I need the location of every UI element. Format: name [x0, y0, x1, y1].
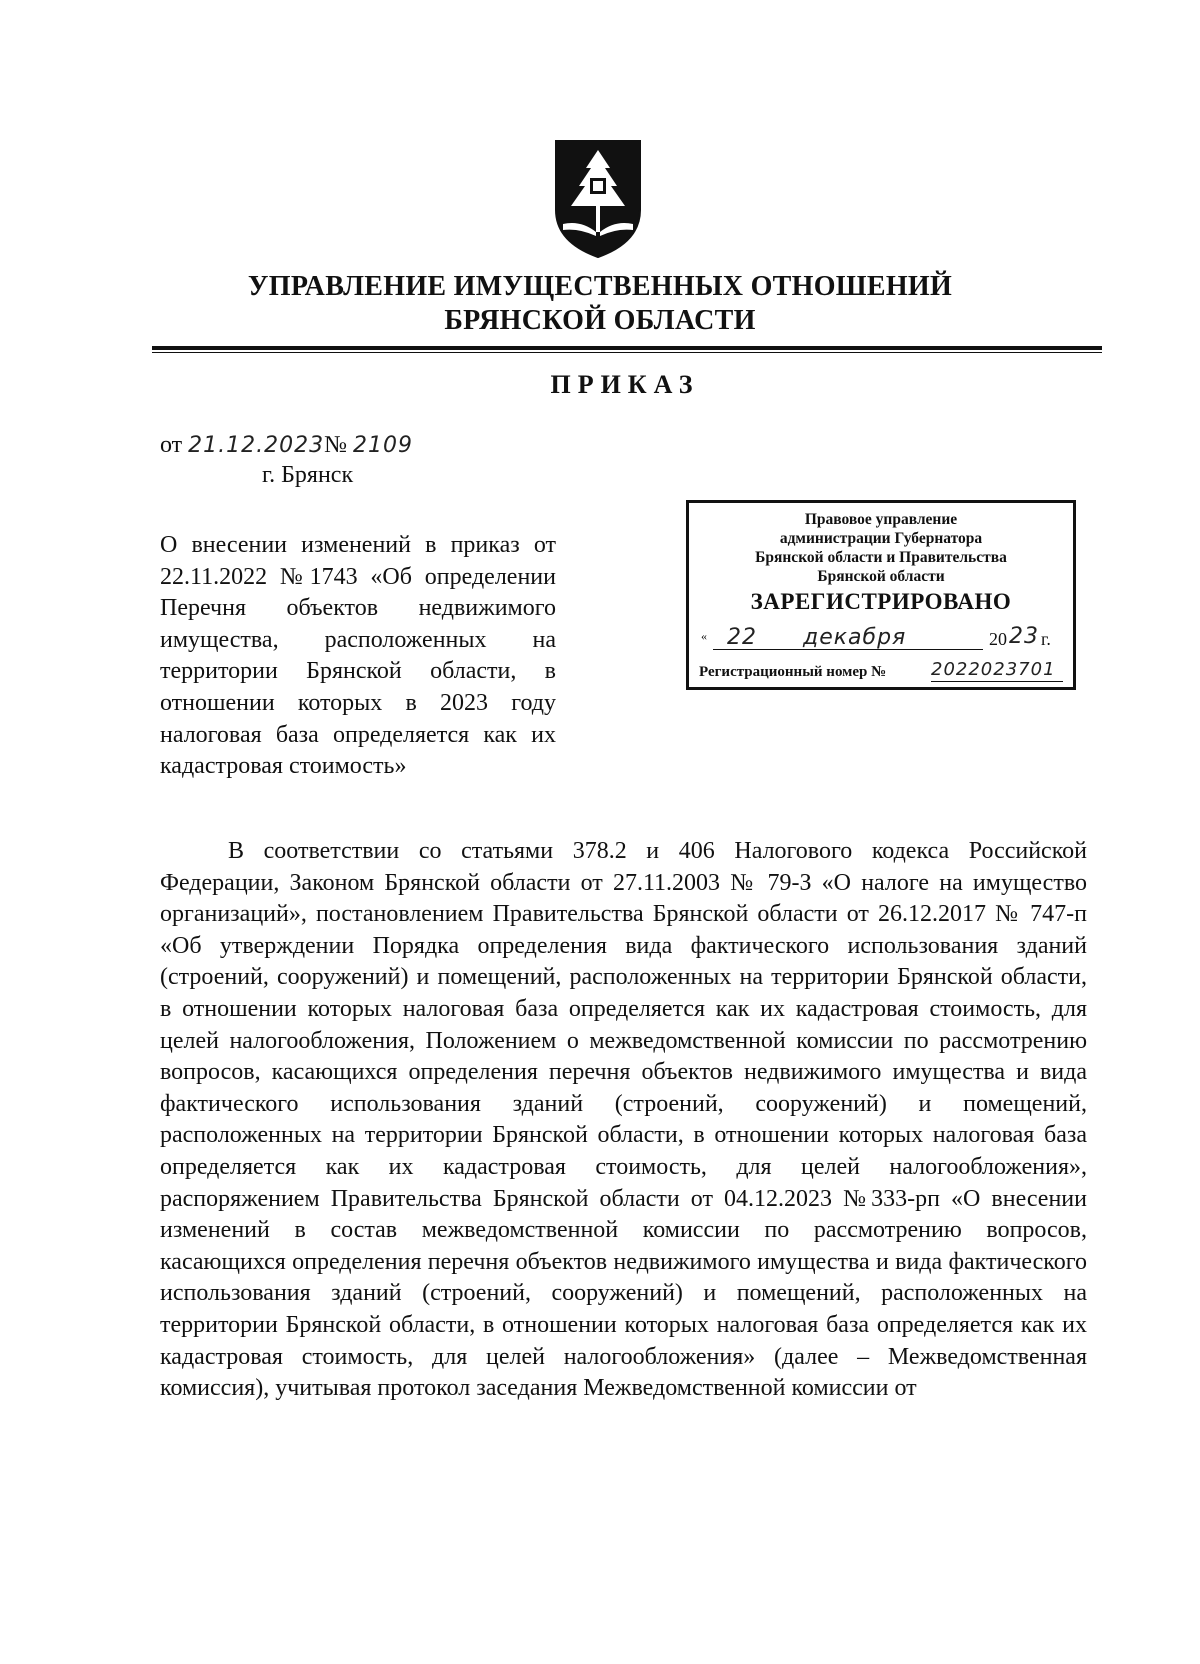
stamp-reg-number-underline — [931, 681, 1063, 682]
stamp-reg-number-label: Регистрационный номер № — [699, 664, 887, 680]
stamp-registration-number-line — [699, 661, 1067, 685]
organization-name-line-1: УПРАВЛЕНИЕ ИМУЩЕСТВЕННЫХ ОТНОШЕНИЙ — [247, 271, 953, 302]
order-from-label: от — [160, 432, 183, 458]
stamp-date-line — [701, 624, 1063, 653]
stamp-line-4: Брянской области — [817, 568, 945, 585]
stamp-year-prefix: 20 — [989, 629, 1007, 649]
stamp-line-3: Брянской области и Правительства — [755, 549, 1007, 566]
stamp-date-open-quote: « — [701, 629, 707, 643]
organization-name-line-2: БРЯНСКОЙ ОБЛАСТИ — [444, 305, 756, 336]
stamp-year-handwritten: 23 — [1009, 624, 1039, 649]
stamp-line-2: администрации Губернатора — [779, 530, 983, 547]
document-type-title: ПРИКАЗ — [550, 370, 700, 399]
registration-stamp — [686, 500, 1076, 690]
organization-name — [150, 270, 1050, 338]
stamp-registered-label: ЗАРЕГИСТРИРОВАНО — [750, 589, 1012, 614]
order-subject: О внесении изменений в приказ от 22.11.2022 №1743 «Об определении Перечня объектов недвижимого имущества, расположенных на территории Брянской области, в отношении которых в 2023 году налоговая база определяется как их кадастровая стоимость» — [160, 532, 556, 780]
stamp-day-handwritten: 22 — [727, 625, 757, 650]
stamp-year-suffix: г. — [1041, 629, 1051, 649]
order-city: г. Брянск — [262, 462, 354, 488]
stamp-month-handwritten: декабря — [803, 625, 907, 650]
order-date-number-line — [160, 432, 413, 459]
stamp-line-1: Правовое управление — [804, 511, 958, 528]
stamp-reg-number-handwritten: 2022023701 — [931, 659, 1056, 680]
order-date-handwritten: 21.12.2023 — [188, 433, 325, 458]
coat-of-arms-icon — [553, 138, 643, 260]
header-divider-thin — [152, 352, 1102, 353]
body-paragraph: В соответствии со статьями 378.2 и 406 Налогового кодекса Российской Федерации, Законом Брянской области от 27.11.2003 № 79-З «О налоге на имущество организаций», постановлением Правительства Брянской области от 26.12.2017 № 747-п «Об утверждении Порядка определения вида фактического использования зданий (строений, сооружений) и помещений, расположенных на территории Брянской области, в отношении которых налоговая база определяется как их кадастровая стоимость, для целей налогообложения, Положением о межведомственной комиссии по рассмотрению вопросов, касающихся определения перечня объектов недвижимого имущества и вида фактического использования зданий (строений, сооружений) и помещений, расположенных на территории Брянской области, в отношении которых налоговая база определяется как их кадастровая стоимость, для целей налогообложения», распоряжением Правительства Брянской области от 04.12.2023 №333-рп «О внесении изменений в состав межведомственной комиссии по рассмотрению вопросов, касающихся определения перечня объектов недвижимого имущества и вида фактического использования зданий (строений, сооружений) и помещений, расположенных на территории Брянской области, в отношении которых налоговая база определяется как их кадастровая стоимость, для целей налогообложения» (далее – Межведомственная комиссия), учитывая протокол заседания Межведомственной комиссии от — [160, 838, 1087, 1402]
order-number-handwritten: 2109 — [353, 433, 414, 458]
header-divider-thick — [152, 346, 1102, 350]
stamp-date-underline — [713, 649, 983, 650]
bryansk-region-coat-of-arms-icon — [553, 138, 643, 260]
order-number-sign: № — [324, 432, 348, 458]
